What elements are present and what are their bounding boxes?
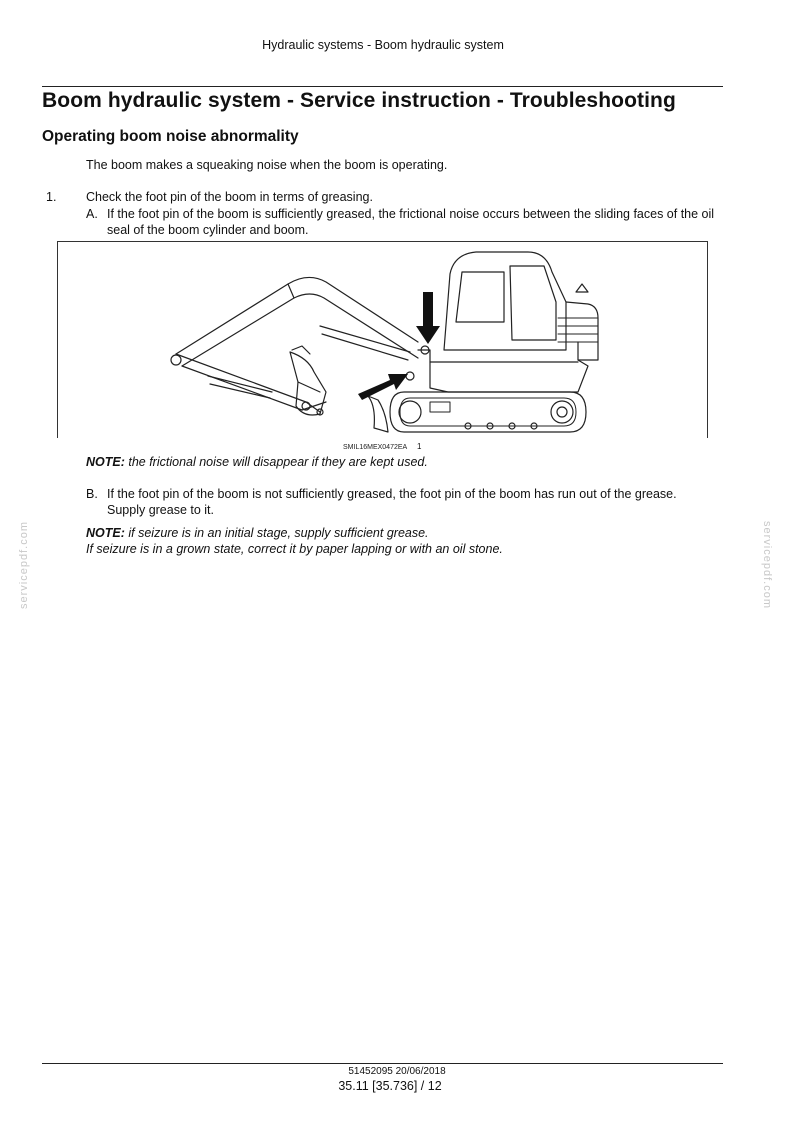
watermark-left: servicepdf.com [18,521,30,609]
step-number: 1. [46,190,57,204]
cab-side-window [510,266,556,340]
bucket [290,352,326,415]
note-b-text: if seizure is in an initial stage, supply sufficient grease. [124,526,429,540]
boom-cylinder-pin [406,372,414,380]
page-title: Boom hydraulic system - Service instruction - Troubleshooting [42,89,676,112]
note-a-text: the frictional noise will disappear if they are kept used. [124,455,428,469]
substep-a [86,206,716,238]
boom-lower-edge [182,294,418,366]
header-rule [42,86,723,87]
substep-a-text: If the foot pin of the boom is sufficiently greased, the frictional noise occurs between the sliding faces of the oil seal of the boom cylinder and boom. [107,207,715,237]
engine-hood [566,302,598,360]
dozer-blade [368,396,388,432]
cab [444,252,566,350]
note-a [86,454,428,470]
boom-upper-edge [176,277,418,354]
note-a-label: NOTE: [86,455,125,469]
figure-code: SMIL16MEX0472EA [343,444,408,451]
arrow-diagonal-icon [358,374,408,400]
note-b-text2: If seizure is in a grown state, correct it by paper lapping or with an oil stone. [86,542,503,556]
note-b [86,525,686,557]
excavator-figure [57,241,708,438]
excavator-illustration [58,242,709,439]
section-heading: Operating boom noise abnormality [42,128,299,145]
cab-door-window [456,272,504,322]
running-header: Hydraulic systems - Boom hydraulic system [262,38,504,52]
figure-number: 1 [417,442,422,451]
substep-b-label: B. [86,487,98,501]
arrow-down-icon [416,292,440,344]
footer-doc-ref: 51452095 20/06/2018 [348,1066,446,1077]
step-text: Check the foot pin of the boom in terms of greasing. [86,190,373,204]
note-b-label: NOTE: [86,526,125,540]
boom-cylinder [320,326,410,360]
footer-rule [42,1063,723,1064]
substep-b-text: If the foot pin of the boom is not sufficiently greased, the foot pin of the boom has run out of the grease. Supply grease to it. [107,487,677,517]
intro-paragraph: The boom makes a squeaking noise when the boom is operating. [86,158,448,172]
substep-b [86,486,716,518]
arm-lower [182,366,302,410]
footer-page-ref: 35.11 [35.736] / 12 [338,1079,442,1093]
substep-a-label: A. [86,207,98,221]
watermark-right: servicepdf.com [761,521,773,609]
